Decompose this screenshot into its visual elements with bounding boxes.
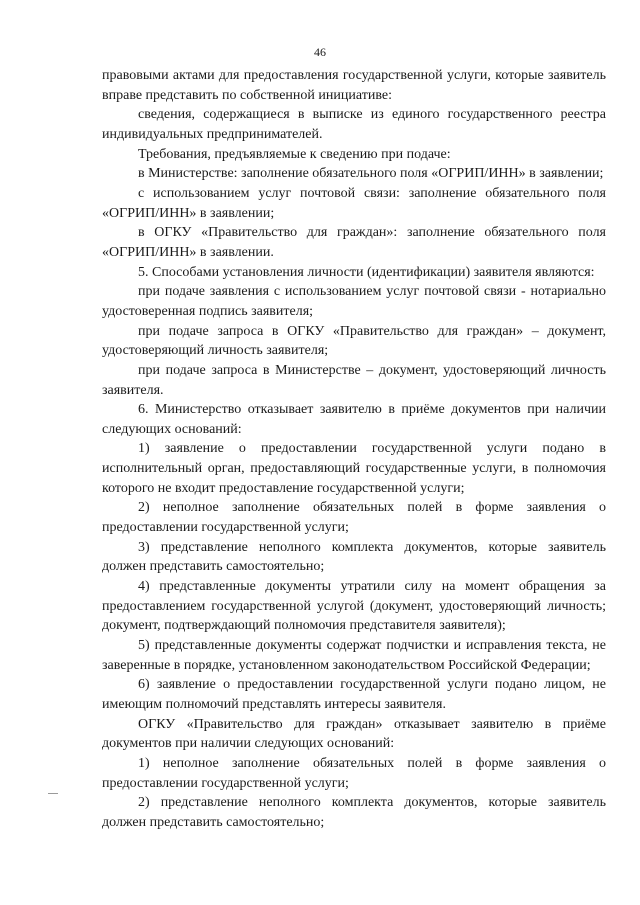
paragraph: при подаче запроса в ОГКУ «Правительство для граждан» – документ, удостоверяющий личность заявителя;	[102, 323, 606, 359]
paragraph: при подаче запроса в Министерстве – документ, удостоверяющий личность заявителя.	[102, 362, 606, 398]
document-body	[102, 66, 606, 833]
paragraph: 5. Способами установления личности (идентификации) заявителя являются:	[138, 264, 595, 280]
paragraph: 1) заявление о предоставлении государственной услуги подано в исполнительный орган, предоставляющий государственные услуги, в полномочия которого не входит предоставление государственной услуги;	[102, 441, 606, 496]
paragraph: Требования, предъявляемые к сведению при подаче:	[138, 146, 451, 162]
paragraph: 3) представление неполного комплекта документов, которые заявитель должен представить самостоятельно;	[102, 539, 606, 575]
paragraph-continuation: правовыми актами для предоставления государственной услуги, которые заявитель вправе представить по собственной инициативе:	[102, 68, 606, 103]
margin-mark	[48, 793, 58, 794]
paragraph: 4) представленные документы утратили силу на момент обращения за предоставлением государственной услугой (документ, удостоверяющий личность; документ, подтверждающий полномочия представителя заявителя);	[102, 579, 606, 634]
paragraph: 1) неполное заполнение обязательных полей в форме заявления о предоставлении государственной услуги;	[102, 755, 606, 791]
paragraph: 5) представленные документы содержат подчистки и исправления текста, не заверенные в порядке, установленном законодательством Российской Федерации;	[102, 638, 606, 673]
paragraph: 6) заявление о предоставлении государственной услуги подано лицом, не имеющим полномочий представлять интересы заявителя.	[102, 677, 606, 712]
paragraph: 6. Министерство отказывает заявителю в приёме документов при наличии следующих оснований:	[102, 402, 606, 437]
paragraph: с использованием услуг почтовой связи: заполнение обязательного поля «ОГРИП/ИНН» в заявлении;	[102, 185, 606, 221]
paragraph: при подаче заявления с использованием услуг почтовой связи - нотариально удостоверенная подпись заявителя;	[102, 284, 606, 319]
paragraph: ОГКУ «Правительство для граждан» отказывает заявителю в приёме документов при наличии следующих оснований:	[102, 716, 606, 752]
paragraph: 2) неполное заполнение обязательных полей в форме заявления о предоставлении государственной услуги;	[102, 500, 606, 536]
paragraph: сведения, содержащиеся в выписке из единого государственного реестра индивидуальных предпринимателей.	[102, 107, 606, 142]
paragraph: 2) представление неполного комплекта документов, которые заявитель должен представить самостоятельно;	[102, 795, 606, 830]
page-number: 46	[314, 45, 326, 59]
paragraph: в Министерстве: заполнение обязательного поля «ОГРИП/ИНН» в заявлении;	[138, 166, 604, 182]
paragraph: в ОГКУ «Правительство для граждан»: заполнение обязательного поля «ОГРИП/ИНН» в заявлении.	[102, 225, 606, 260]
